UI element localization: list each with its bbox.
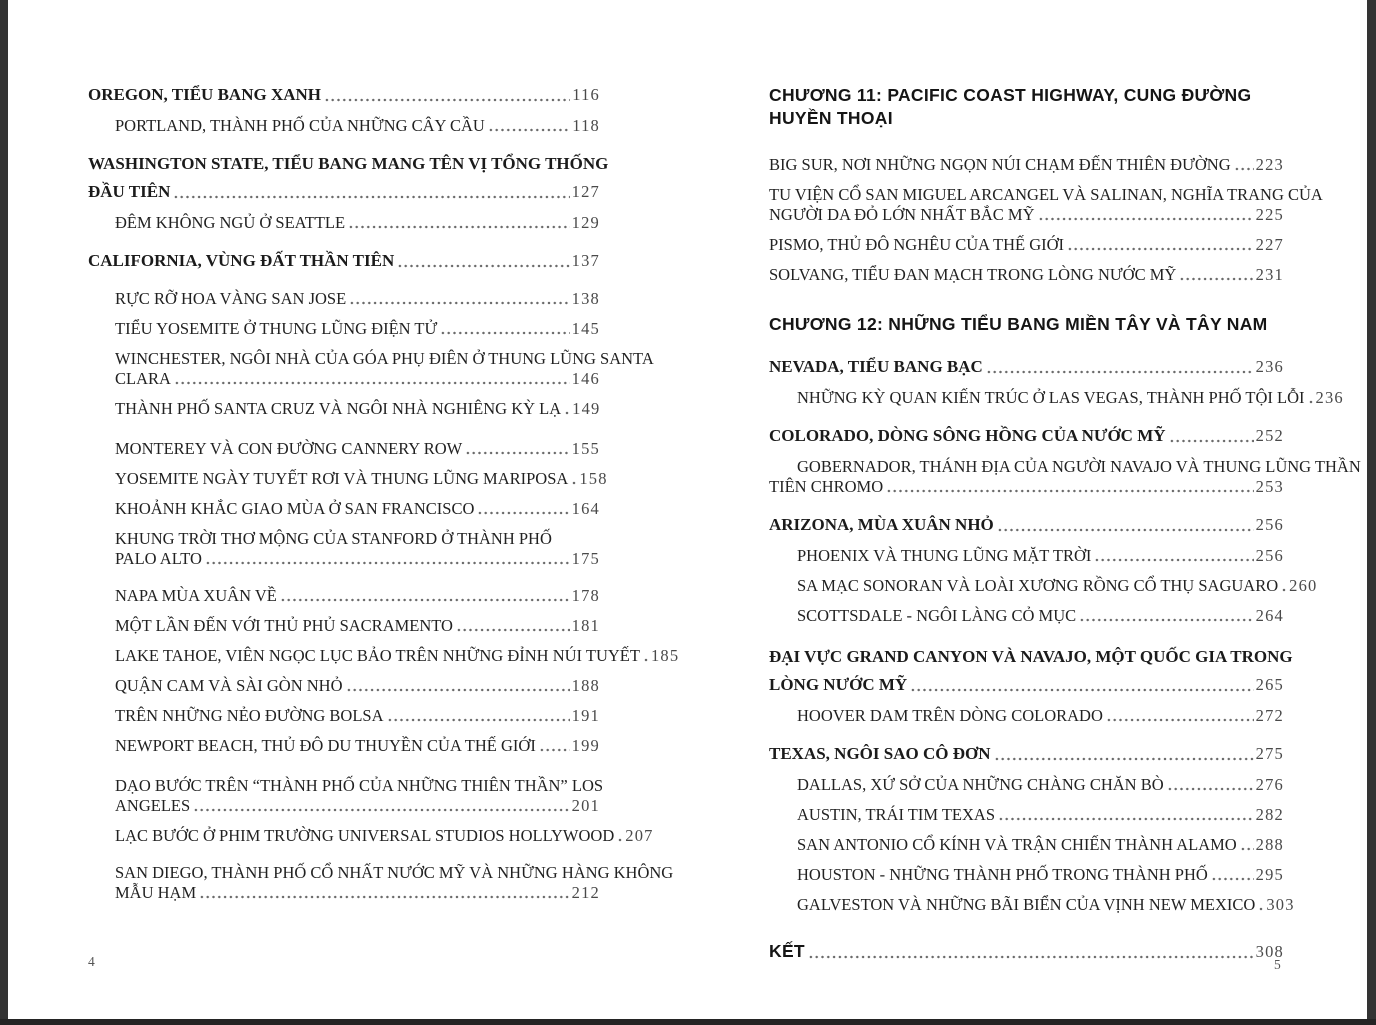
toc-entry: [88, 399, 600, 419]
toc-entry-row: [769, 388, 1344, 408]
toc-entry-row: [769, 546, 1284, 566]
dot-leader: [465, 450, 569, 456]
toc-entry: [769, 457, 1361, 497]
toc-page-number: 253: [1255, 477, 1284, 496]
toc-entry-text: GALVESTON VÀ NHỮNG BÃI BIỂN CỦA VỊNH NEW MEXICO: [797, 895, 1256, 914]
toc-entry-line: TU VIỆN CỔ SAN MIGUEL ARCANGEL VÀ SALINAN, NGHĨA TRANG CỦA: [769, 185, 1323, 204]
toc-entry-text: LÒNG NƯỚC MỸ: [769, 675, 908, 694]
toc-entry-line: SAN DIEGO, THÀNH PHỐ CỔ NHẤT NƯỚC MỸ VÀ NHỮNG HÀNG KHÔNG: [115, 863, 674, 882]
dot-leader: [571, 480, 577, 486]
toc-entry-text: SOLVANG, TIỂU ĐAN MẠCH TRONG LÒNG NƯỚC MỸ: [769, 265, 1177, 284]
dot-leader: [346, 687, 570, 693]
toc-entry: [88, 529, 600, 569]
toc-page-number: 129: [571, 213, 600, 232]
toc-entry-row: [769, 356, 1284, 378]
scan-edge-right: [1367, 0, 1376, 1025]
chapter-heading-line: CHƯƠNG 12: NHỮNG TIỂU BANG MIỀN TÂY VÀ TÂY NAM: [769, 314, 1268, 334]
toc-page-number: 138: [571, 289, 600, 308]
toc-entry-text: TIỂU YOSEMITE Ở THUNG LŨNG ĐIỆN TỬ: [115, 319, 438, 338]
toc-entry-row: [115, 586, 600, 606]
toc-entry-line: CHƯƠNG 11: PACIFIC COAST HIGHWAY, CUNG ĐƯỜNG: [769, 85, 1252, 105]
folio-page-number-left: 4: [88, 954, 95, 969]
toc-entry: [88, 153, 609, 203]
toc-entry-row: [769, 865, 1284, 885]
toc-entry: [769, 546, 1284, 566]
toc-page-number: 236: [1255, 357, 1284, 376]
toc-entry-row: [115, 469, 608, 489]
toc-entry-row: [769, 835, 1284, 855]
toc-entry-text: KẾT: [769, 941, 805, 961]
toc-entry: [88, 706, 600, 726]
dot-leader: [1308, 399, 1314, 405]
toc-entry: [769, 356, 1284, 378]
toc-entry-text: CALIFORNIA, VÙNG ĐẤT THẦN TIÊN: [88, 251, 395, 270]
dot-leader: [1079, 617, 1254, 623]
toc-entry-row: [769, 674, 1284, 696]
toc-entry: [88, 469, 608, 489]
dot-leader: [1094, 557, 1253, 563]
toc-page-number: 188: [571, 676, 600, 695]
toc-entry: [769, 576, 1318, 596]
dot-leader: [886, 488, 1254, 494]
toc-chapter-heading: [769, 84, 1284, 130]
dot-leader: [1167, 786, 1254, 792]
toc-entry-text: PORTLAND, THÀNH PHỐ CỦA NHỮNG CÂY CẦU: [115, 116, 485, 135]
dot-leader: [349, 300, 569, 306]
toc-entry-text: NEVADA, TIỂU BANG BẠC: [769, 357, 983, 376]
toc-entry-row: [115, 883, 600, 903]
dot-leader: [1281, 587, 1287, 593]
dot-leader: [1038, 216, 1254, 222]
dot-leader: [397, 263, 569, 269]
toc-entry-text: TIÊN CHROMO: [769, 477, 884, 496]
toc-entry-text: SCOTTSDALE - NGÔI LÀNG CỎ MỤC: [797, 606, 1077, 625]
toc-entry-text: ANGELES: [115, 796, 191, 815]
dot-leader: [1179, 276, 1253, 282]
toc-entry-text: AUSTIN, TRÁI TIM TEXAS: [797, 805, 996, 824]
toc-entry-row: [88, 84, 600, 106]
toc-page-right: [769, 84, 1361, 963]
toc-entry-row: [769, 155, 1284, 175]
toc-entry: [88, 736, 600, 756]
toc-entry-row: [769, 743, 1284, 765]
toc-entry-row: [115, 676, 600, 696]
scan-edge-bottom: [0, 1019, 1376, 1025]
toc-page-number: 260: [1289, 576, 1318, 595]
dot-leader: [199, 894, 570, 900]
toc-entry-text: MẪU HẠM: [115, 883, 197, 902]
toc-page-number: 252: [1255, 426, 1284, 445]
toc-page-number: 175: [571, 549, 600, 568]
toc-entry-text: QUẬN CAM VÀ SÀI GÒN NHỎ: [115, 676, 343, 695]
dot-leader: [617, 837, 623, 843]
toc-entry-row: [115, 116, 600, 136]
toc-entry-text: PHOENIX VÀ THUNG LŨNG MẶT TRỜI: [797, 546, 1092, 565]
toc-page-number: 288: [1255, 835, 1284, 854]
toc-entry-line: ĐẠI VỰC GRAND CANYON VÀ NAVAJO, MỘT QUỐC GIA TRONG: [769, 647, 1293, 666]
scan-edge-left: [0, 0, 8, 1025]
toc-entry: [88, 616, 600, 636]
toc-entry-line: WINCHESTER, NGÔI NHÀ CỦA GÓA PHỤ ĐIÊN Ở THUNG LŨNG SANTA: [115, 349, 654, 368]
toc-entry: [769, 606, 1284, 626]
toc-entry-text: NAPA MÙA XUÂN VỀ: [115, 586, 277, 605]
toc-page-number: 295: [1255, 865, 1284, 884]
toc-page-number: 276: [1255, 775, 1284, 794]
toc-page-number: 201: [571, 796, 600, 815]
toc-entry-text: KHOẢNH KHẮC GIAO MÙA Ở SAN FRANCISCO: [115, 499, 475, 518]
dot-leader: [1169, 438, 1254, 444]
toc-page-number: 282: [1255, 805, 1284, 824]
toc-entry-text: NGƯỜI DA ĐỎ LỚN NHẤT BẮC MỸ: [769, 205, 1035, 224]
toc-page-number: 178: [571, 586, 600, 605]
toc-entry-text: ĐẦU TIÊN: [88, 182, 171, 201]
dot-leader: [910, 687, 1253, 693]
toc-entry: [88, 349, 654, 389]
toc-chapter-heading: [769, 940, 1284, 963]
dot-leader: [643, 657, 649, 663]
toc-page-number: 223: [1255, 155, 1284, 174]
toc-page-number: 181: [571, 616, 600, 635]
dot-leader: [1067, 246, 1254, 252]
toc-entry-text: PISMO, THỦ ĐÔ NGHÊU CỦA THẾ GIỚI: [769, 235, 1065, 254]
toc-entry: [769, 865, 1284, 885]
toc-page-number: 149: [572, 399, 601, 418]
toc-page-number: 236: [1315, 388, 1344, 407]
toc-entry-text: TEXAS, NGÔI SAO CÔ ĐƠN: [769, 744, 991, 763]
toc-entry-text: SA MẠC SONORAN VÀ LOÀI XƯƠNG RỒNG CỔ THỤ SAGUARO: [797, 576, 1279, 595]
toc-entry: [88, 213, 600, 233]
toc-entry-text: LAKE TAHOE, VIÊN NGỌC LỤC BẢO TRÊN NHỮNG ĐỈNH NÚI TUYẾT: [115, 646, 640, 665]
dot-leader: [456, 627, 570, 633]
toc-entry-text: MỘT LẦN ĐẾN VỚI THỦ PHỦ SACRAMENTO: [115, 616, 453, 635]
toc-entry: [88, 586, 600, 606]
toc-entry-text: HOUSTON - NHỮNG THÀNH PHỐ TRONG THÀNH PHỐ: [797, 865, 1208, 884]
toc-entry-text: RỰC RỠ HOA VÀNG SAN JOSE: [115, 289, 347, 308]
toc-entry: [769, 706, 1284, 726]
toc-entry-line: DẠO BƯỚC TRÊN “THÀNH PHỐ CỦA NHỮNG THIÊN THẦN” LOS: [115, 776, 604, 795]
toc-page-number: 155: [571, 439, 600, 458]
dot-leader: [997, 527, 1254, 533]
toc-page-number: 272: [1255, 706, 1284, 725]
toc-entry-row: [88, 181, 600, 203]
dot-leader: [564, 410, 570, 416]
folio-page-number-right: 5: [1274, 957, 1281, 972]
toc-entry-row: [115, 439, 600, 459]
dot-leader: [539, 747, 570, 753]
toc-entry-text: TRÊN NHỮNG NẺO ĐƯỜNG BOLSA: [115, 706, 384, 725]
toc-entry: [88, 776, 604, 816]
toc-entry-row: [769, 235, 1284, 255]
toc-entry: [88, 826, 654, 846]
toc-entry-row: [115, 399, 600, 419]
toc-entry: [769, 155, 1284, 175]
dot-leader: [1258, 906, 1264, 912]
chapter-heading-line: HUYỀN THOẠI: [769, 108, 893, 128]
dot-leader: [324, 97, 570, 103]
toc-entry-text: NEWPORT BEACH, THỦ ĐÔ DU THUYỀN CỦA THẾ GIỚI: [115, 736, 536, 755]
toc-entry-row: [769, 205, 1284, 225]
toc-entry: [769, 388, 1344, 408]
toc-page-number: 265: [1255, 675, 1284, 694]
toc-page-number: 127: [571, 182, 600, 201]
toc-entry: [88, 676, 600, 696]
toc-entry: [769, 646, 1293, 696]
toc-entry-text: CLARA: [115, 369, 171, 388]
toc-entry-row: [115, 499, 600, 519]
toc-entry-line: WASHINGTON STATE, TIỂU BANG MANG TÊN VỊ TỔNG THỐNG: [88, 154, 609, 173]
toc-entry-text: BIG SUR, NƠI NHỮNG NGỌN NÚI CHẠM ĐẾN THIÊN ĐƯỜNG: [769, 155, 1231, 174]
dot-leader: [477, 510, 569, 516]
dot-leader: [193, 807, 569, 813]
toc-page-number: 158: [579, 469, 608, 488]
toc-page-number: 303: [1266, 895, 1295, 914]
toc-page-number: 146: [571, 369, 600, 388]
toc-entry-row: [769, 477, 1284, 497]
toc-entry-row: [769, 706, 1284, 726]
toc-entry: [88, 289, 600, 309]
toc-page-number: 185: [650, 646, 680, 665]
toc-entry-row: [115, 706, 600, 726]
toc-page-number: 191: [571, 706, 600, 725]
toc-entry: [769, 895, 1295, 915]
toc-entry-text: PALO ALTO: [115, 549, 202, 568]
toc-entry-row: [115, 796, 600, 816]
toc-entry-row: [769, 895, 1295, 915]
dot-leader: [488, 127, 570, 133]
toc-entry-text: THÀNH PHỐ SANTA CRUZ VÀ NGÔI NHÀ NGHIÊNG KỲ LẠ: [115, 399, 562, 418]
toc-entry: [769, 743, 1284, 765]
toc-entry: [769, 235, 1284, 255]
toc-entry-text: NHỮNG KỲ QUAN KIẾN TRÚC Ở LAS VEGAS, THÀNH PHỐ TỘI LỖI: [797, 388, 1305, 407]
toc-page-number: 116: [572, 85, 600, 104]
dot-leader: [808, 954, 1254, 960]
toc-entry: [88, 84, 600, 106]
toc-entry: [88, 116, 600, 136]
toc-entry-text: MONTEREY VÀ CON ĐƯỜNG CANNERY ROW: [115, 439, 463, 458]
toc-page-number: 256: [1255, 546, 1284, 565]
toc-page-number: 275: [1255, 744, 1284, 763]
toc-entry-row: [769, 606, 1284, 626]
dot-leader: [986, 369, 1254, 375]
dot-leader: [1211, 876, 1254, 882]
toc-entry-row: [115, 319, 600, 339]
toc-entry-row: [769, 576, 1318, 596]
dot-leader: [280, 597, 570, 603]
dot-leader: [205, 560, 570, 566]
toc-page-number: 207: [625, 826, 654, 845]
toc-page-number: 212: [571, 883, 600, 902]
toc-page-number: 264: [1255, 606, 1284, 625]
toc-entry-row: [769, 265, 1284, 285]
toc-entry-row: [769, 775, 1284, 795]
toc-entry-row: [115, 826, 654, 846]
dot-leader: [440, 330, 569, 336]
toc-entry-row: [769, 425, 1284, 447]
toc-entry-row: [769, 940, 1284, 963]
toc-entry-row: [769, 805, 1284, 825]
toc-entry: [88, 250, 600, 272]
toc-entry: [88, 319, 600, 339]
toc-page-number: 308: [1255, 942, 1284, 961]
toc-entry-row: [115, 213, 600, 233]
toc-chapter-heading: [769, 313, 1284, 336]
toc-entry-text: YOSEMITE NGÀY TUYẾT RƠI VÀ THUNG LŨNG MARIPOSA: [115, 469, 569, 488]
toc-entry-row: [769, 514, 1284, 536]
toc-entry-row: [115, 616, 600, 636]
toc-entry-line: GOBERNADOR, THÁNH ĐỊA CỦA NGƯỜI NAVAJO VÀ THUNG LŨNG THẦN: [797, 457, 1361, 476]
toc-entry: [769, 514, 1284, 536]
toc-page-number: 164: [571, 499, 600, 518]
toc-entry: [769, 265, 1284, 285]
toc-entry-row: [115, 369, 600, 389]
toc-entry-row: [115, 736, 600, 756]
toc-entry-row: [88, 250, 600, 272]
toc-page-number: 118: [572, 116, 600, 135]
toc-entry-text: COLORADO, DÒNG SÔNG HỒNG CỦA NƯỚC MỸ: [769, 426, 1166, 445]
toc-entry: [88, 439, 600, 459]
toc-entry-text: SAN ANTONIO CỔ KÍNH VÀ TRẬN CHIẾN THÀNH ALAMO: [797, 835, 1237, 854]
toc-page-number: 231: [1255, 265, 1284, 284]
toc-entry: [88, 499, 600, 519]
toc-entry-text: ĐÊM KHÔNG NGỦ Ở SEATTLE: [115, 213, 346, 232]
toc-entry-text: ARIZONA, MÙA XUÂN NHỎ: [769, 515, 994, 534]
toc-page-left: [88, 84, 680, 903]
toc-entry-text: DALLAS, XỨ SỞ CỦA NHỮNG CHÀNG CHĂN BÒ: [797, 775, 1164, 794]
toc-entry: [769, 185, 1323, 225]
dot-leader: [1234, 166, 1254, 172]
toc-page-number: 227: [1255, 235, 1284, 254]
dot-leader: [1106, 717, 1254, 723]
toc-page-number: 199: [571, 736, 600, 755]
dot-leader: [1240, 846, 1254, 852]
toc-page-number: 225: [1255, 205, 1284, 224]
toc-page-number: 145: [571, 319, 600, 338]
toc-entry: [769, 835, 1284, 855]
toc-entry-text: OREGON, TIỂU BANG XANH: [88, 85, 321, 104]
toc-page-number: 256: [1255, 515, 1284, 534]
dot-leader: [387, 717, 570, 723]
toc-entry: [769, 425, 1284, 447]
toc-entry-text: HOOVER DAM TRÊN DÒNG COLORADO: [797, 706, 1103, 725]
toc-entry: [88, 863, 674, 903]
toc-entry-row: [115, 646, 680, 666]
toc-page-number: 137: [571, 251, 600, 270]
toc-entry-line: KHUNG TRỜI THƠ MỘNG CỦA STANFORD Ở THÀNH PHỐ: [115, 529, 552, 548]
dot-leader: [348, 224, 570, 230]
dot-leader: [174, 380, 570, 386]
toc-entry-row: [115, 289, 600, 309]
toc-entry: [769, 805, 1284, 825]
dot-leader: [173, 194, 569, 200]
toc-entry-text: LẠC BƯỚC Ở PHIM TRƯỜNG UNIVERSAL STUDIOS HOLLYWOOD: [115, 826, 615, 845]
toc-entry-row: [115, 549, 600, 569]
dot-leader: [998, 816, 1254, 822]
toc-entry: [769, 775, 1284, 795]
dot-leader: [994, 756, 1254, 762]
toc-entry: [88, 646, 680, 666]
